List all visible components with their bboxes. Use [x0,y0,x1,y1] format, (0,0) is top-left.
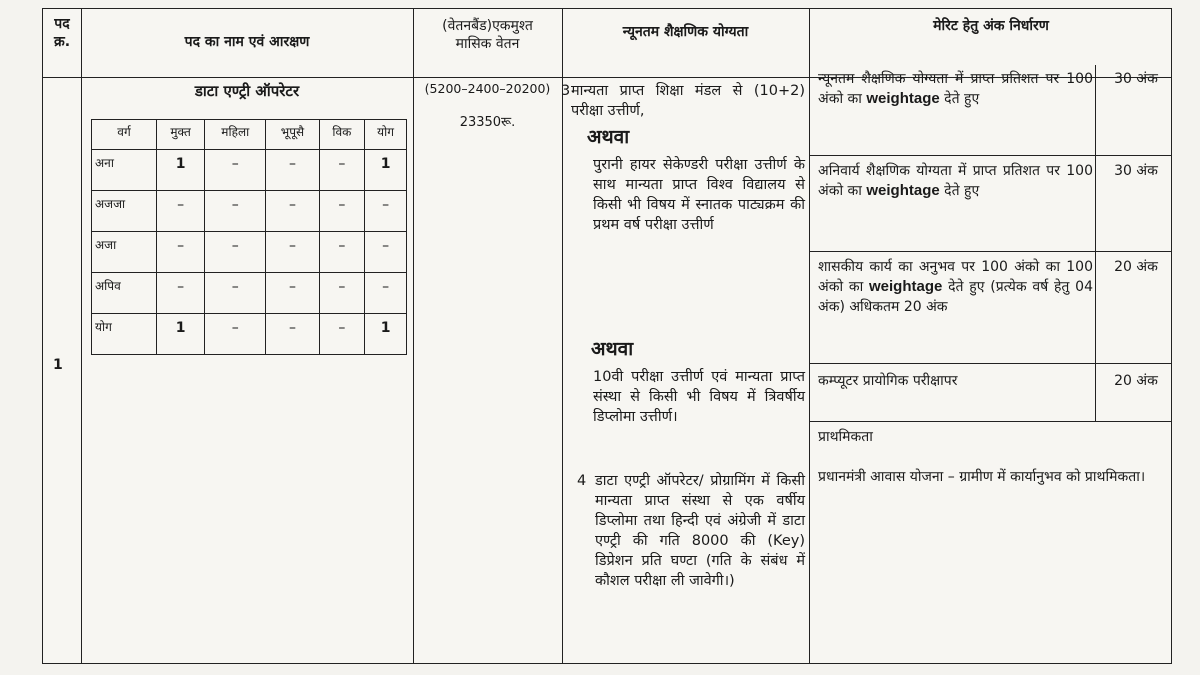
res-col-header: मुक्त [157,120,205,150]
merit-divider [809,251,1171,252]
merit-marks-3: 20 अंक [1114,259,1158,275]
merit-text: न्यूनतम शैक्षणिक योग्यता में प्राप्त प्रतिशत पर 100 अंको का [818,71,1093,107]
col-divider [413,9,414,663]
merit-divider [809,421,1171,422]
res-category: अजजा [92,191,157,232]
res-cell: – [205,191,266,232]
header-qualification: न्यूनतम शैक्षणिक योग्यता [622,24,749,40]
res-category: योग [92,314,157,355]
res-category: अपिव [92,273,157,314]
res-cell: – [157,273,205,314]
merit-criterion-1 [818,69,1093,109]
qualification-text: डाटा एण्ट्री ऑपरेटर/ प्रोग्रामिंग में किसी मान्यता प्राप्त संस्था से एक वर्षीय डिप्लोमा तथा हिन्दी एवं अंग्रेजी में डाटा एण्ट्री की गति 8000 की (Key) डिप्रेशन प्रति घण्टा (गति के संबंध में कौशल परीक्षा ली जावेगी।) [595,473,805,589]
merit-divider [809,363,1171,364]
merit-text: अनिवार्य शैक्षणिक योग्यता में प्राप्त प्रतिशत पर 100 अंको का [818,163,1093,199]
res-category: अना [92,150,157,191]
header-serial: पद क्र. [53,16,71,50]
res-cell: – [205,150,266,191]
header-merit: मेरिट हेतु अंक निर्धारण [933,18,1049,34]
res-cell: – [266,314,319,355]
reservation-table [91,119,407,355]
res-cell: – [319,191,365,232]
header-post: पद का नाम एवं आरक्षण [184,34,310,50]
marks-divider [1095,65,1096,421]
res-category: अजा [92,232,157,273]
res-col-header: विक [319,120,365,150]
res-cell: – [157,191,205,232]
qualification-item-4 [577,471,805,591]
res-cell: 1 [157,314,205,355]
res-row [92,314,407,355]
res-cell: – [205,273,266,314]
res-col-header: योग [365,120,407,150]
priority-title: प्राथमिकता [818,429,873,445]
header-pay: (वेतनबैंड)एकमुश्त मासिक वेतन [442,18,533,52]
res-row [92,191,407,232]
qualification-item-3 [561,81,805,121]
merit-criterion-2 [818,161,1093,201]
row-serial: 1 [53,357,63,373]
res-cell: – [319,273,365,314]
merit-marks-1: 30 अंक [1114,71,1158,87]
or-label: अथवा [587,126,630,148]
merit-weightage: weightage [868,278,943,295]
col-divider [809,9,810,663]
merit-text: शासकीय कार्य का अनुभव पर 100 अंको का 100 अंको का [818,259,1093,295]
res-cell: – [205,232,266,273]
merit-criterion-4: कम्प्यूटर प्रायोगिक परीक्षापर [818,373,958,389]
recruitment-table [42,8,1172,664]
res-cell: – [157,232,205,273]
col-divider [562,9,563,663]
res-cell: – [365,191,407,232]
res-cell: 1 [157,150,205,191]
qualification-alt-1: पुरानी हायर सेकेण्डरी परीक्षा उत्तीर्ण के साथ मान्यता प्राप्त विश्व विद्यालय से किसी भी विषय में स्नातक पाट्यक्रम की प्रथम वर्ष परीक्षा उत्तीर्ण [593,157,805,233]
res-cell: 1 [365,150,407,191]
pay-band: (5200–2400–20200) [424,81,551,96]
qualification-number: 3 [561,83,571,99]
monthly-salary: 23350रू. [459,115,516,130]
merit-weightage: weightage [866,182,940,199]
res-row [92,273,407,314]
priority-text: प्रधानमंत्री आवास योजना – ग्रामीण में कार्यानुभव को प्राथमिकता। [818,469,1146,485]
merit-criterion-3 [818,257,1093,317]
res-col-header: भूपूसै [266,120,319,150]
res-cell: – [365,232,407,273]
res-col-header: वर्ग [92,120,157,150]
res-cell: – [266,191,319,232]
res-cell: – [319,150,365,191]
res-row [92,232,407,273]
res-cell: – [319,314,365,355]
res-cell: – [266,150,319,191]
res-cell: – [266,232,319,273]
res-cell: – [266,273,319,314]
res-col-header: महिला [205,120,266,150]
or-label: अथवा [591,338,634,360]
merit-divider [809,155,1171,156]
res-row [92,150,407,191]
qualification-number: 4 [577,473,587,489]
qualification-text: मान्यता प्राप्त शिक्षा मंडल से (10+2) परीक्षा उत्तीर्ण, [571,83,805,119]
merit-marks-4: 20 अंक [1114,373,1158,389]
res-cell: – [319,232,365,273]
merit-weightage: weightage [866,90,940,107]
qualification-alt-2: 10वी परीक्षा उत्तीर्ण एवं मान्यता प्राप्त संस्था से किसी भी विषय में त्रिवर्षीय डिप्लोमा उत्तीर्ण। [593,369,805,425]
col-divider [81,9,82,663]
merit-tail: देते हुए [944,91,980,107]
res-cell: – [205,314,266,355]
res-cell: 1 [365,314,407,355]
merit-tail: देते हुए (प्रत्येक वर्ष हेतु 04 अंक) अधिकतम 20 अंक [818,279,1093,315]
post-name: डाटा एण्ट्री ऑपरेटर [194,82,300,100]
merit-marks-2: 30 अंक [1114,163,1158,179]
res-cell: – [365,273,407,314]
merit-tail: देते हुए [944,183,980,199]
